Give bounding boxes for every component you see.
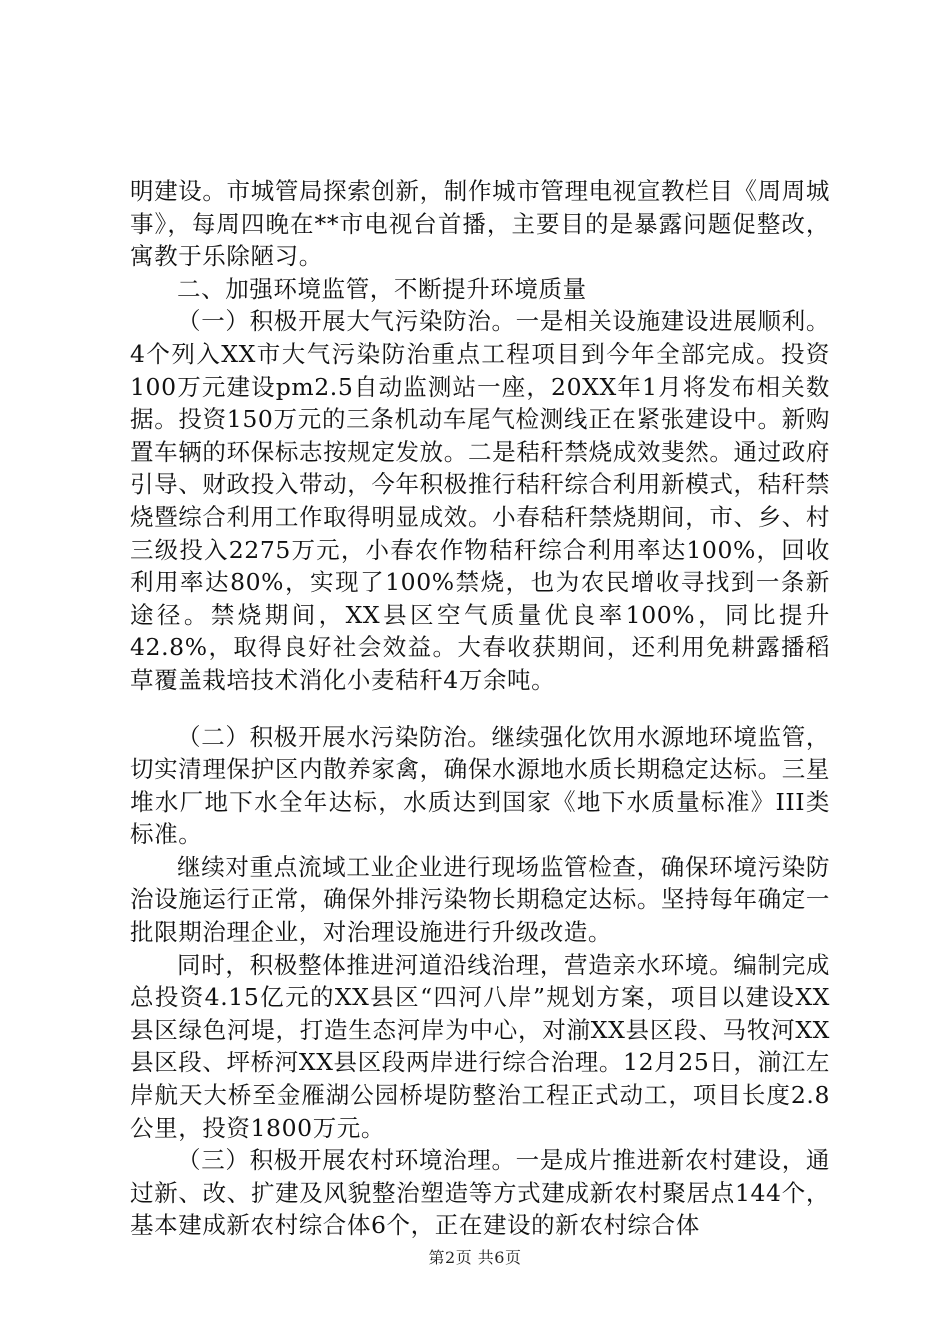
paragraph-river-treatment: 同时，积极整体推进河道沿线治理，营造亲水环境。编制完成总投资4.15亿元的XX县区“四河八岸”规划方案，项目以建设XX县区绿色河堤，打造生态河岸为中心，对湔XX县区段、马牧河XX县区段、坪桥河XX县区段两岸进行综合治理。12月25日，湔江左岸航天大桥至金雁湖公园桥堤防整治工程正式动工，项目长度2.8公里，投资1800万元。 bbox=[130, 950, 830, 1142]
paragraph-continuation: 明建设。市城管局探索创新，制作城市管理电视宣教栏目《周周城事》，每周四晚在**市电视台首播，主要目的是暴露问题促整改，寓教于乐除陋习。 bbox=[130, 177, 830, 271]
section-heading: 二、加强环境监管，不断提升环境质量 bbox=[177, 274, 587, 303]
page-footer: 第2页 共6页 bbox=[428, 1248, 522, 1267]
paragraph-water-pollution: （二）积极开展水污染防治。继续强化饮用水源地环境监管，切实清理保护区内散养家禽，确保水源地水质长期稳定达标。三星堆水厂地下水全年达标，水质达到国家《地下水质量标准》III类标准。 bbox=[130, 722, 830, 849]
paragraph-air-pollution: （一）积极开展大气污染防治。一是相关设施建设进展顺利。4个列入XX市大气污染防治重点工程项目到今年全部完成。投资100万元建设pm2.5自动监测站一座，20XX年1月将发布相关数据。投资150万元的三条机动车尾气检测线正在紧张建设中。新购置车辆的环保标志按规定发放。二是秸秆禁烧成效斐然。通过政府引导、财政投入带动，今年积极推行秸秆综合利用新模式，秸秆禁烧暨综合利用工作取得明显成效。小春秸秆禁烧期间，市、乡、村三级投入2275万元，小春农作物秸秆综合利用率达100%，回收利用率达80%，实现了100%禁烧，也为农民增收寻找到一条新途径。禁烧期间，XX县区空气质量优良率100%，同比提升42.8%，取得良好社会效益。大春收获期间，还利用免耕露播稻草覆盖栽培技术消化小麦秸秆4万余吨。 bbox=[130, 307, 830, 694]
paragraph-rural-environment: （三）积极开展农村环境治理。一是成片推进新农村建设，通过新、改、扩建及风貌整治塑造等方式建成新农村聚居点144个，基本建成新农村综合体6个，正在建设的新农村综合体 bbox=[130, 1146, 830, 1240]
paragraph-industrial-supervision: 继续对重点流域工业企业进行现场监管检查，确保环境污染防治设施运行正常，确保外排污染物长期稳定达标。坚持每年确定一批限期治理企业，对治理设施进行升级改造。 bbox=[130, 852, 830, 947]
document-body bbox=[130, 175, 830, 1242]
paragraph-gap bbox=[130, 697, 830, 721]
